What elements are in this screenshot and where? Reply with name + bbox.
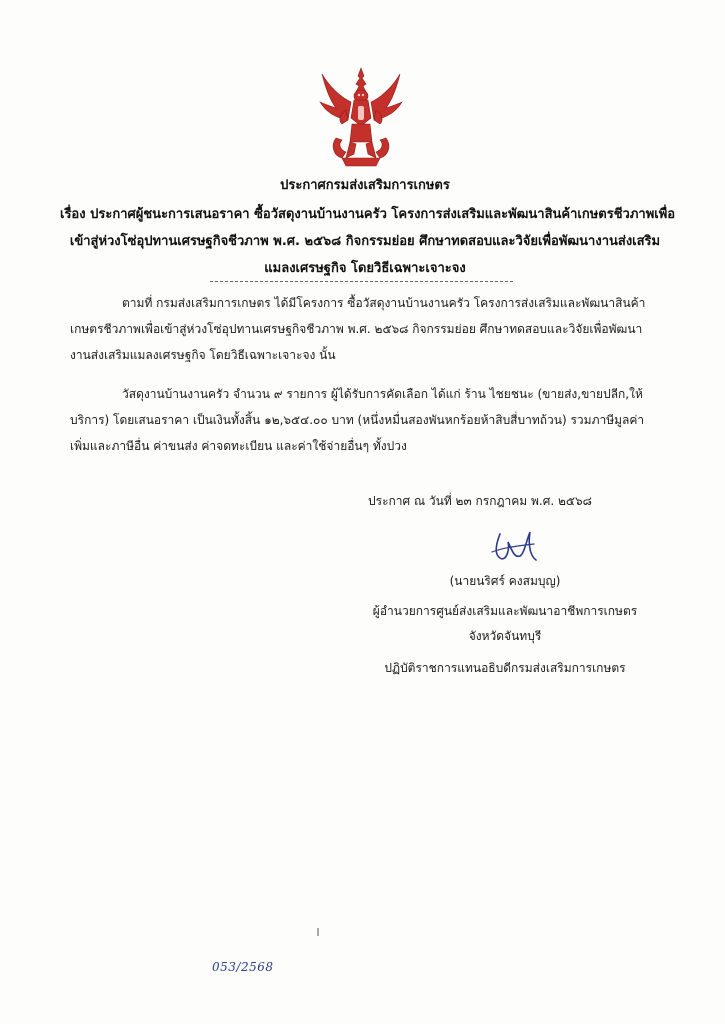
paragraph-line: บริการ) โดยเสนอราคา เป็นเงินทั้งสิ้น ๑๒,๖๕๔.๐๐ บาท (หนึ่งหมื่นสองพันหกร้อยห้าสิบสี่บาทถ้วน) รวมภาษีมูลค่า (70, 413, 645, 427)
subject-heading (60, 201, 676, 282)
signatory-acting-for: ปฏิบัติราชการแทนอธิบดีกรมส่งเสริมการเกษตร (384, 661, 626, 675)
paragraph-winner (70, 381, 644, 459)
signatory-position: ผู้อำนวยการศูนย์ส่งเสริมและพัฒนาอาชีพการเกษตร (372, 604, 638, 618)
subject-line: แมลงเศรษฐกิจ โดยวิธีเฉพาะเจาะจง (264, 261, 466, 276)
paragraph-line: เพิ่มและภาษีอื่น ค่าขนส่ง ค่าจดทะเบียน และค่าใช้จ่ายอื่นๆ ทั้งปวง (70, 439, 407, 453)
dashed-divider (210, 281, 513, 282)
subject-line: เข้าสู่ห่วงโซ่อุปทานเศรษฐกิจชีวภาพ พ.ศ. ๒๕๖๘ กิจกรรมย่อย ศึกษาทดสอบและวิจัยเพื่อพัฒนางานส่งเสริม (69, 234, 661, 249)
issuer-title: ประกาศกรมส่งเสริมการเกษตร (280, 178, 450, 193)
paragraph-line: ตามที่ กรมส่งเสริมการเกษตร ได้มีโครงการ ซื้อวัสดุงานบ้านงานครัว โครงการส่งเสริมและพัฒนาสินค้า (122, 296, 646, 310)
ink-mark (316, 928, 320, 936)
signatory-name: (นายนริศร์ คงสมบุญ) (449, 574, 561, 588)
subject-line: เรื่อง ประกาศผู้ชนะการเสนอราคา ซื้อวัสดุงานบ้านงานครัว โครงการส่งเสริมและพัฒนาสินค้าเกษตรชีวภาพเพื่อ (60, 207, 676, 222)
garuda-emblem-icon (316, 66, 406, 174)
signatory-province: จังหวัดจันทบุรี (468, 629, 542, 643)
handwritten-reference-number: 053/2568 (212, 960, 274, 974)
handwritten-signature (486, 528, 542, 568)
paragraph-line: งานส่งเสริมแมลงเศรษฐกิจ โดยวิธีเฉพาะเจาะจง นั้น (70, 348, 336, 362)
announcement-date: ประกาศ ณ วันที่ ๒๓ กรกฎาคม พ.ศ. ๒๕๖๘ (368, 494, 592, 508)
paragraph-project (70, 290, 645, 368)
paragraph-line: วัสดุงานบ้านงานครัว จำนวน ๙ รายการ ผู้ได้รับการคัดเลือก ได้แก่ ร้าน ไชยชนะ (ขายส่ง,ขายปลีก,ให้ (122, 387, 643, 401)
paragraph-line: เกษตรชีวภาพเพื่อเข้าสู่ห่วงโซ่อุปทานเศรษฐกิจชีวภาพ พ.ศ. ๒๕๖๘ กิจกรรมย่อย ศึกษาทดสอบและวิจัยเพื่อพัฒนา (70, 322, 643, 336)
